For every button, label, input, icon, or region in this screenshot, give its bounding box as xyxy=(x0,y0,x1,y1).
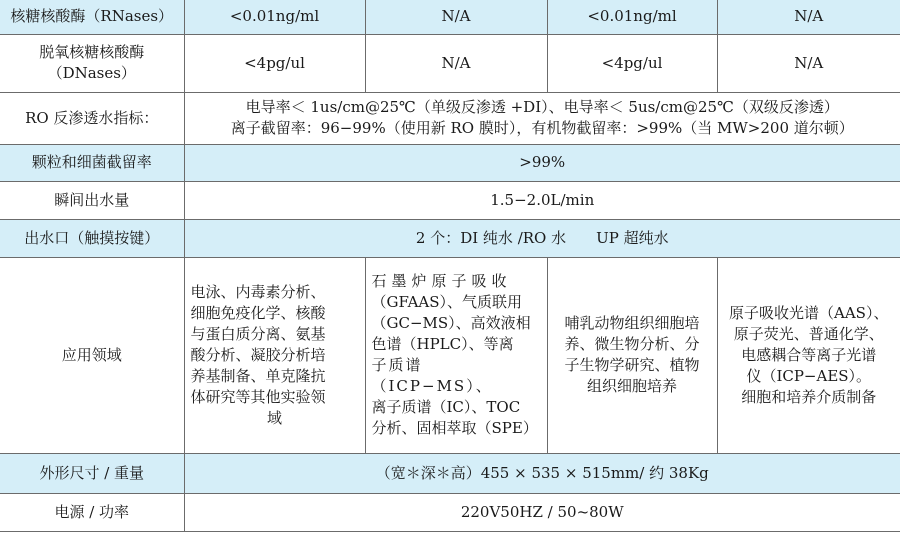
row-particle xyxy=(0,144,900,181)
app2-line: 子质谱（ICP−MS）、 xyxy=(371,356,493,395)
outlet-value: 2 个：DI 纯水 /RO 水 UP 超纯水 xyxy=(184,219,900,257)
app3-line: 组织细胞培养 xyxy=(586,377,677,395)
row-outlet xyxy=(0,219,900,257)
dimension-label: 外形尺寸 / 重量 xyxy=(0,453,184,493)
row-dimension xyxy=(0,453,900,493)
app2-line: （GFAAS）、气质联用 xyxy=(371,293,523,311)
power-label: 电源 / 功率 xyxy=(0,493,184,531)
app1-line: 电泳、内毒素分析、 xyxy=(190,282,326,301)
application-col3 xyxy=(547,257,717,453)
app1-line: 养基制备、单克隆抗 xyxy=(190,366,326,385)
dnase-label-line2: （DNases） xyxy=(47,64,136,82)
power-value: 220V50HZ / 50~80W xyxy=(184,493,900,531)
application-col1 xyxy=(184,257,365,453)
app1-line: 域 xyxy=(266,408,282,427)
app1-line: 细胞免疫化学、核酸 xyxy=(190,303,326,322)
app1-line: 与蛋白质分离、氨基 xyxy=(190,324,326,343)
app2-line: 石墨炉原子吸收 xyxy=(371,272,512,290)
app3-line: 哺乳动物组织细胞培 xyxy=(564,314,700,332)
app3-line: 养、微生物分析、分 xyxy=(564,335,700,353)
ro-line1: 电导率＜ 1us/cm@25℃（单级反渗透 +DI）、电导率＜ 5us/cm@25℃（双级反渗透） xyxy=(245,98,839,116)
dnase-c2: N/A xyxy=(365,34,547,92)
app2-line: （GC−MS）、高效液相 xyxy=(371,314,531,332)
application-col2 xyxy=(365,257,547,453)
dnase-label-line1: 脱氧核糖核酸酶 xyxy=(39,43,145,61)
dnase-label xyxy=(0,34,184,92)
row-flow xyxy=(0,181,900,219)
particle-label: 颗粒和细菌截留率 xyxy=(0,144,184,181)
app2-line: 分析、固相萃取（SPE） xyxy=(371,419,538,437)
app2-line: 离子质谱（IC）、TOC xyxy=(371,398,521,416)
rnase-c3: <0.01ng/ml xyxy=(547,0,717,34)
dnase-c1: <4pg/ul xyxy=(184,34,365,92)
rnase-c2: N/A xyxy=(365,0,547,34)
flow-label: 瞬间出水量 xyxy=(0,181,184,219)
row-application xyxy=(0,257,900,453)
app1-line: 体研究等其他实验领 xyxy=(190,387,326,406)
row-ro xyxy=(0,92,900,144)
app2-line: 色谱（HPLC）、等离 xyxy=(371,335,514,353)
app4-line: 仪（ICP−AES）。 xyxy=(746,366,872,385)
flow-value: 1.5−2.0L/min xyxy=(184,181,900,219)
dnase-c4: N/A xyxy=(717,34,900,92)
app4-line: 原子吸收光谱（AAS）、 xyxy=(729,303,889,322)
row-dnase xyxy=(0,34,900,92)
ro-line2: 离子截留率：96−99%（使用新 RO 膜时），有机物截留率：>99%（当 MW>200 道尔顿） xyxy=(230,119,854,137)
dnase-c3: <4pg/ul xyxy=(547,34,717,92)
application-col4 xyxy=(717,257,900,453)
ro-label: RO 反渗透水指标： xyxy=(0,92,184,144)
row-power xyxy=(0,493,900,531)
rnase-c1: <0.01ng/ml xyxy=(184,0,365,34)
app3-line: 子生物学研究、植物 xyxy=(564,356,700,374)
rnase-c4: N/A xyxy=(717,0,900,34)
application-label: 应用领域 xyxy=(0,257,184,453)
ro-value xyxy=(184,92,900,144)
app4-line: 细胞和培养介质制备 xyxy=(741,387,877,406)
particle-value: >99% xyxy=(184,144,900,181)
app4-line: 原子荧光、普通化学、 xyxy=(733,324,884,343)
app1-line: 酸分析、凝胶分析培 xyxy=(190,345,326,364)
rnase-label: 核糖核酸酶（RNases） xyxy=(0,0,184,34)
dimension-value: （宽＊深＊高）455 × 535 × 515mm/ 约 38Kg xyxy=(184,453,900,493)
app4-line: 电感耦合等离子光谱 xyxy=(741,345,877,364)
outlet-label: 出水口（触摸按键） xyxy=(0,219,184,257)
row-rnase xyxy=(0,0,900,34)
